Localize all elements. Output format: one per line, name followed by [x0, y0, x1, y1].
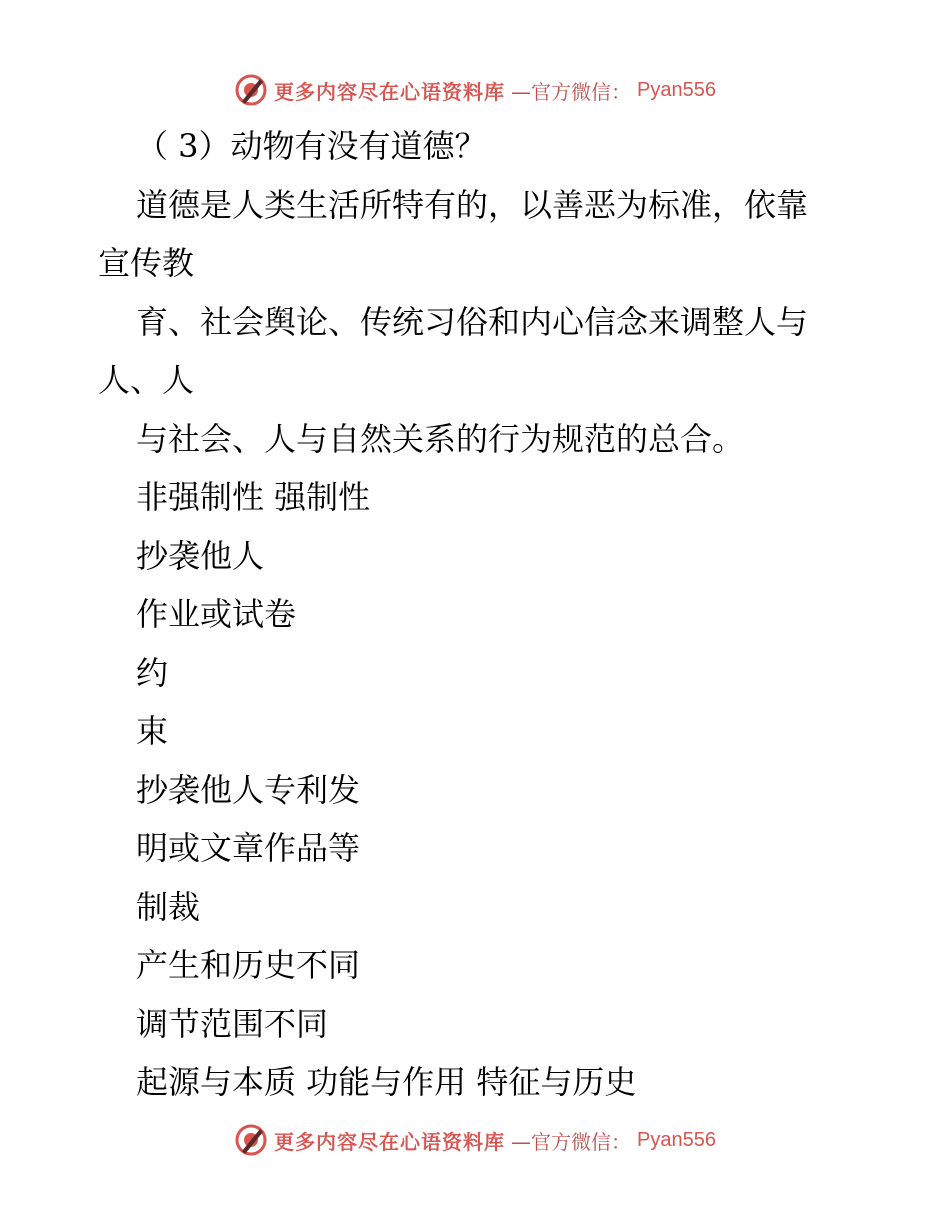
text-line: 调节范围不同	[136, 1004, 329, 1043]
watermark-text: 更多内容尽在心语资料库	[274, 79, 506, 104]
question-heading: （ 3）动物有没有道德？	[136, 127, 487, 165]
watermark-text: 更多内容尽在心语资料库	[274, 1129, 506, 1154]
text-line: 制裁	[136, 887, 201, 926]
document-body	[98, 117, 858, 1112]
watermark-wechat-id: Pyan556	[637, 1128, 716, 1151]
text-line: 与社会、人与自然关系的行为规范的总合。	[136, 419, 745, 458]
text-line: 非强制性 强制性	[136, 478, 371, 516]
text-line: 作业或试卷	[136, 595, 297, 633]
text-line: 产生和历史不同	[136, 946, 361, 984]
text-line: 约	[136, 653, 169, 692]
text-line: 抄袭他人	[136, 536, 265, 575]
footer-watermark	[0, 1120, 950, 1160]
pen-logo-icon	[234, 1123, 268, 1157]
text-line: 束	[136, 712, 169, 750]
text-line: 宣传教	[98, 244, 195, 282]
text-line: 人、人	[98, 361, 195, 399]
text-line: 道德是人类生活所特有的，以善恶为标准，依靠	[136, 185, 809, 224]
header-watermark	[0, 70, 950, 110]
text-line: 抄袭他人专利发	[136, 770, 361, 809]
watermark-separator: —官方微信：	[511, 1129, 632, 1154]
watermark-separator: —官方微信：	[511, 79, 632, 104]
pen-logo-icon	[234, 73, 268, 107]
text-line: 育、社会舆论、传统习俗和内心信念来调整人与	[136, 302, 809, 341]
text-line: 起源与本质 功能与作用 特征与历史	[136, 1063, 637, 1101]
watermark-wechat-id: Pyan556	[637, 78, 716, 101]
text-line: 明或文章作品等	[136, 829, 361, 867]
